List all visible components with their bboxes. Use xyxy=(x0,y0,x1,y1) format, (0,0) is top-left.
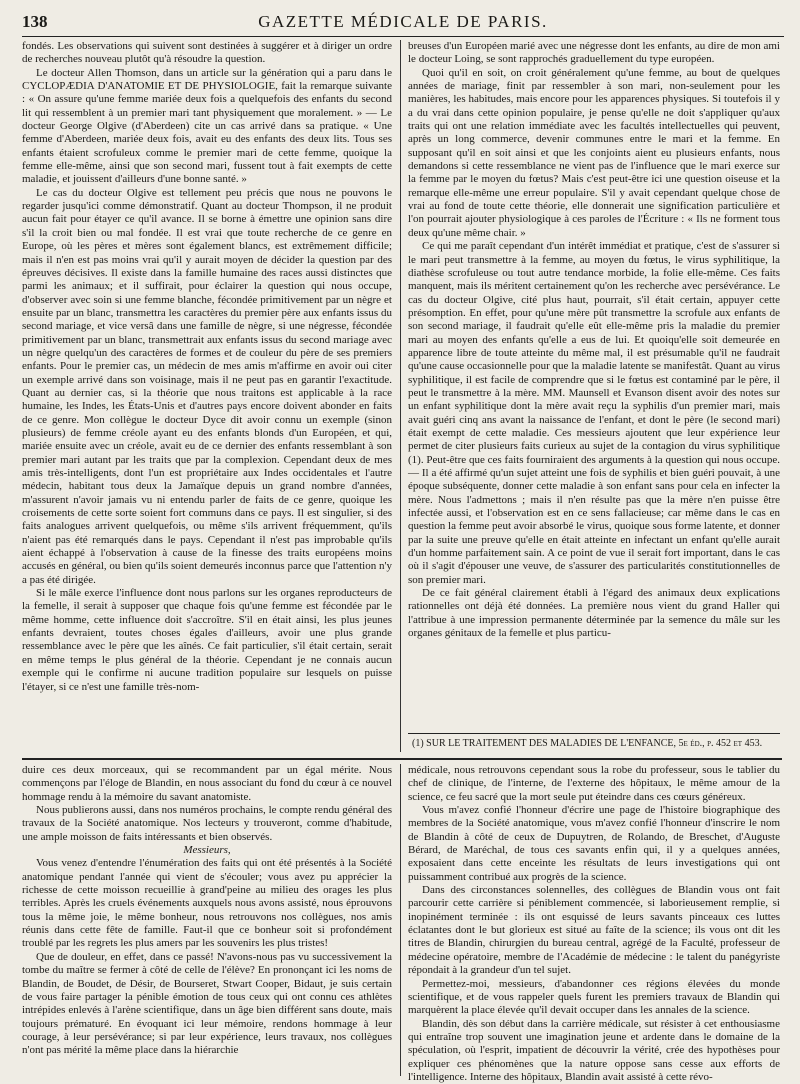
page-number: 138 xyxy=(22,12,48,31)
paragraph: fondés. Les observations qui suivent sont destinées à suggérer et à diriger un ordre de recherches nouveau plutôt qu'à résoudre la question. xyxy=(22,40,392,66)
salutation: Messieurs, xyxy=(183,844,231,857)
bottom-right-column xyxy=(408,764,780,1083)
top-right-column xyxy=(408,40,780,730)
paragraph: Quoi qu'il en soit, on croit généralement qu'une femme, au bout de quelques années de mariage, finit par ressembler à son mari, non-seulement pour les manières, les habitudes, mais encore pour les apparences physiques. Si toutefois il y a du vrai dans cette opinion populaire, je pense qu'elle ne doit s'appliquer qu'aux traits qui ont une relation immédiate avec les facultés intellectuelles qui peuvent, après un long commerce, devenir communes entre le mari et la femme. En supposant qu'il en soit ainsi et que les conjoints aient eu plusieurs enfants, nous demandons si cette ressemblance ne vient pas de l'influence que le mari exerce sur la femme par le moyen du fœtus? Mais c'est peut-être ici une question oiseuse et la remarque elle-même une erreur populaire. S'il y avait cependant quelque chose de vrai au fond de toute cette théorie, elle donnerait une signification particulière et l'on pourrait ajouter physiologique à ces paroles de l'Écriture : « Ils ne forment tous deux qu'une même chair. » xyxy=(408,66,780,239)
section-rule xyxy=(22,758,782,760)
footnote-rule xyxy=(408,733,780,734)
paragraph: Permettez-moi, messieurs, d'abandonner ces régions élevées du monde scientifique, et de vous rappeler quels furent les premiers travaux de Blandin qui marquèrent la place élevée qu'il devait occuper dans les annales de la science. xyxy=(408,977,780,1017)
paragraph: duire ces deux morceaux, qui se recommandent par un égal mérite. Nous commençons par l'éloge de Blandin, en nous associant du fond du cœur à ce nouvel hommage rendu à la mémoire du savant anatomiste. xyxy=(22,764,392,803)
paragraph: Ce qui me paraît cependant d'un intérêt immédiat et pratique, c'est de s'assurer si le mari peut transmettre à la femme, au moyen du fœtus, le virus syphilitique, la diathèse scrofuleuse ou tout autre tendance morbide, la folie elle-même. Ces faits manquent, mais ils méritent certainement qu'on les recherche avec persévérance. Le cas du docteur Olgive, cité plus haut, pourrait, s'il était certain, appuyer cette présomption. En effet, pour qu'une mère pût transmettre la scrofule aux enfants de son second mariage, il faudrait qu'elle eût elle-même pris la maladie du premier mari au moyen des enfants qu'elle a eus de lui. Et quoiqu'elle soit demeurée en apparence libre de toute atteinte du même mal, il est présumable qu'il ne faudrait qu'une cause occasionnelle pour que la maladie latente se manifestât. Quant au virus syphilitique, il est facile de comprendre que si le fœtus est contaminé par le père, il peut le transmettre à la mère. MM. Maunsell et Evanson disent avoir des notes sur un enfant syphilitique dont la mère avait reçu la syphilis d'un premier mari, mais avait guéri cinq ans avant la naissance de l'enfant, et dont le père (le second mari) était exempt de cette maladie. Ces messieurs ajoutent que leur expérience leur permet de citer plusieurs faits curieux au sujet de la contagion du virus syphilitique (1). Peut-être que ces faits fourniraient des arguments à la question qui nous occupe. — Il a été affirmé qu'un sujet atteint une fois de syphilis et bien guéri pouvait, à une époque subséquente, donner cette maladie à son enfant sans pour cela en infecter la mère. Nous l'admettons ; mais il n'en résulte pas que la mère n'en puisse être infectée aussi, et l'observation est en ce sens fallacieuse; car même dans le cas en question la femme peut avoir absorbé le virus, quoique sous forme latente, et donner par la suite une preuve qu'elle en était atteinte en infectant un enfant qu'elle aurait d'un homme parfaitement sain. A ce point de vue il serait fort important, dans le cas où il s'agit d'épouser une veuve, de s'assurer des particularités constitutionnelles de son premier mari. xyxy=(408,240,780,586)
paragraph: Blandin, dès son début dans la carrière médicale, sut résister à cet enthousiasme qui entraîne trop souvent une imagination jeune et ardente dans le domaine de la spéculation, où l'esprit, impatient de découvrir la vérité, crée des hypothèses pour expliquer ces phénomènes que la nature oppose sans cesse aux efforts de l'intelligence. Interne des hôpitaux, Blandin avait assisté à cette révo- xyxy=(408,1017,780,1083)
top-left-column xyxy=(22,40,392,750)
paragraph: De ce fait général clairement établi à l'égard des animaux deux explications rationnelles ont déjà été données. La première nous vient du grand Haller qui l'attribue à une impression permanente déterminée par la semence du mâle sur les organes génitaux de la femelle et plus particu- xyxy=(408,587,780,640)
paragraph: Vous venez d'entendre l'énumération des faits qui ont été présentés à la Société anatomique pendant l'année qui vient de s'écouler; vous avez pu apprécier la richesse de cette moisson recueillie à grand'peine au milieu des orages les plus terribles. Après les cruels événements auxquels nous avons assisté, nous éprouvons tous la même joie, le même bonheur, nous retrouvons nos collègues, nos amis réunis dans cette fête de famille. Faut-il que ce bonheur soit si profondément troublé par les regrets les plus amers par les souvenirs les plus tristes! xyxy=(22,857,392,950)
column-divider xyxy=(400,40,401,752)
paragraph: breuses d'un Européen marié avec une négresse dont les enfants, au dire de mon ami le docteur Loing, se sont rapprochés graduellement du type européen. xyxy=(408,40,780,66)
paragraph: médicale, nous retrouvons cependant sous la robe du professeur, sous le tablier du chef de clinique, de l'interne, de l'externe des hôpitaux, le même amour de la science, ce feu sacré que la mort seule put éteindre dans ces cœurs généreux. xyxy=(408,764,780,803)
paragraph: Que de douleur, en effet, dans ce passé! N'avons-nous pas vu successivement la tombe du maître se fermer à côté de celle de l'élève? En prononçant ici les noms de Blandin, de Boudet, de Désir, de Bourseret, Stwart Cooper, Bidaut, je suis certain de vous faire partager la pénible émotion de tous ceux qui ont connu ces athlètes intrépides enlevés à l'arène scientifique, dans un âge bien différent sans doute, mais toujours prématuré. En évoquant ici leur mémoire, rendons hommage à leur courage, à leur persévérance; si par leur expérience, leurs travaux, nos collègues n'ont pas mérité la même place dans la hiérarchie xyxy=(22,950,392,1057)
paragraph: Si le mâle exerce l'influence dont nous parlons sur les organes reproducteurs de la femelle, il serait à supposer que chaque fois qu'une femme est fécondée par le même homme, cette influence doit s'accroître. S'il en était ainsi, les plus jeunes enfants devraient, toutes choses égales d'ailleurs, avoir une plus grande ressemblance avec le père que les aînés. Ce fait particulier, s'il était certain, serait en même temps le plus général de la théorie. Cependant je ne connais aucun exemple qui le confirme ni aucune tradition populaire sur lesquels on puisse l'étayer, si ce n'est une famille très-nom- xyxy=(22,587,392,693)
paragraph: Vous m'avez confié l'honneur d'écrire une page de l'histoire biographique des membres de la Société anatomique, vous m'avez confié l'honneur d'inscrire le nom de Blandin à côté de ceux de Dupuytren, de Rolando, de Breschet, d'Auguste Bérard, de Maréchal, de tous ces savants enfin qui, il y a quelques années, exposaient dans cette enceinte les résultats de leurs investigations qui ont puissamment contribué aux progrès de la science. xyxy=(408,804,780,883)
footnote: (1) SUR LE TRAITEMENT DES MALADIES DE L'ENFANCE, 5e éd., p. 452 et 453. xyxy=(412,738,763,749)
paragraph: Dans des circonstances solennelles, des collègues de Blandin vous ont fait parcourir cette carrière si péniblement commencée, si laborieusement remplie, si inopinément terminée : ils ont esquissé de leurs savants pinceaux ces luttes éclatantes dont le but glorieux est situé au faîte de la science; ils vous ont dit les titres de Blandin, chirurgien du bureau central, agrégé de la Faculté, professeur de médecine opératoire, membre de l'Académie de médecine : le talent du panégyriste répondait à la grandeur d'un tel sujet. xyxy=(408,884,780,977)
page-header xyxy=(22,12,784,37)
paragraph: Le cas du docteur Olgive est tellement peu précis que nous ne pouvons le regarder jusqu'ici comme démonstratif. Quant au docteur Thompson, il ne produit aucun fait pour étayer ce qu'il avance. Il se borne à émettre une opinion sans dire s'il la croit bien ou mal fondée. Il est vrai que toute recherche de ce genre en Europe, où les pères et mères sont également blancs, est extrêmement difficile; mais il n'en est pas moins vrai qu'il y aurait moyen de décider la question par des épreuves décisives. Il existe dans la famille humaine des races aussi distinctes que parmi les animaux; et il suffirait, pour éclairer la question qui nous occupe, d'observer avec soin si une femme blanche, fécondée primitivement par un nègre et ensuite par un blanc, transmettra les caractères du premier père aux enfants issus du second mariage, et vice versâ dans une famille de nègre, si une négresse, fécondée primitivement par un blanc, transmettrait aux enfants issus du second mariage avec un nègre quelqu'un des caractères de formes et de couleur du père de ses premiers enfants. Pour le premier cas, un médecin de mes amis m'affirme en avoir oui citer un exemple arrivé dans son voisinage, mais il ne peut pas en garantir l'exactitude. Quant au dernier cas, si la théorie que nous traitons est applicable à la race humaine, les Indes, les États-Unis et d'autres pays encore doivent abonder en faits de ce genre. Mon collègue le docteur Dyce dit avoir connu un exemple (sinon plusieurs) de femme créole ayant eu des enfants blonds d'un Européen, et qui, mariée ensuite avec un créole, avait eu de ce dernier des enfants ressemblant à son premier mari autant par les traits que par la complexion. Cependant deux de mes amis très-intelligents, dont l'un est propriétaire aux Indes occidentales et l'autre médecin, habitant tous deux la Jamaïque depuis un grand nombre d'années, m'assurent n'avoir jamais vu ni entendu parler de faits de ce genre, quoique les croisements de cette sorte soient fort communs dans ce pays. Il est singulier, si des faits analogues arrivent quelquefois, ou même s'ils arrivent fréquemment, qu'ils n'aient pas été remarqués dans le pays. Cependant il n'est pas improbable qu'ils aient échappé à l'observation à cause de la finesse des traits européens moins accusés en général, ou bien qu'ils soient demeurés inconnus parce que l'attention n'y a pas été dirigée. xyxy=(22,186,392,586)
column-divider xyxy=(400,764,401,1076)
paragraph: Le docteur Allen Thomson, dans un article sur la génération qui a paru dans le CYCLOPÆDIA D'ANATOMIE ET DE PHYSIOLOGIE, fait la remarque suivante : « On assure qu'une femme mariée deux fois a quelquefois des enfants du second lit qui ressemblent à un premier mari tant physiquement que moralement. » — Le docteur George Olgive (d'Aberdeen) cite un cas arrivé dans sa pratique. « Une femme d'Aberdeen, mariée deux fois, avait eu des enfants des deux lits. Tous ses enfants étaient scrofuleux comme le premier mari de cette femme, quoique la femme elle-même, ainsi que son second mari, fussent tout à fait exempts de cette maladie, et jouissent d'ailleurs d'une bonne santé. » xyxy=(22,66,392,186)
bottom-left-column xyxy=(22,764,392,1076)
paragraph: Nous publierons aussi, dans nos numéros prochains, le compte rendu général des travaux de la Société anatomique. Nos lecteurs y trouveront, comme d'habitude, une ample moisson de faits intéressants et bien observés. xyxy=(22,804,392,843)
journal-title: GAZETTE MÉDICALE DE PARIS. xyxy=(258,12,548,31)
